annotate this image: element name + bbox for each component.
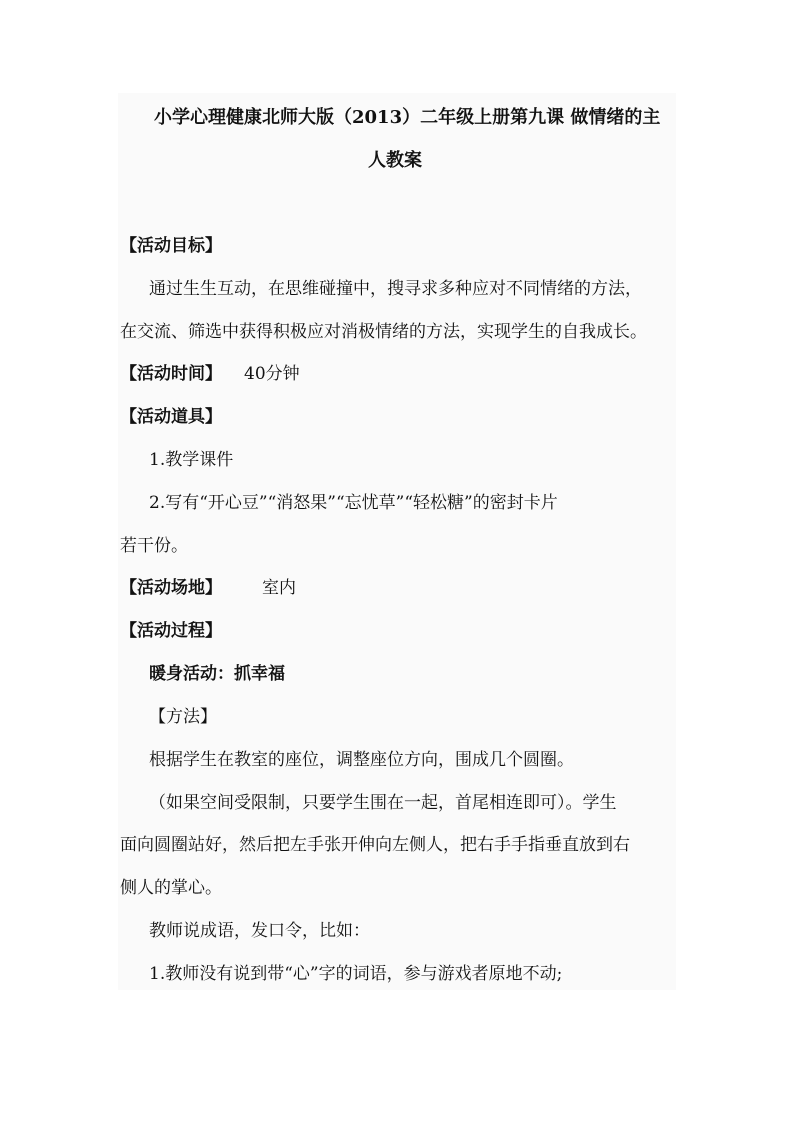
venue-row (120, 576, 296, 600)
method-line4: 侧人的掌心。 (120, 878, 222, 898)
teacher-line: 教师说成语，发口令，比如： (149, 921, 370, 941)
method-line3: 面向圆圈站好，然后把左手张开伸向左侧人，把右手手指垂直放到右 (120, 835, 630, 855)
time-value: 40分钟 (244, 364, 300, 384)
props-item2-line2: 若干份。 (120, 536, 188, 556)
venue-value: 室内 (262, 578, 296, 598)
warmup-title: 暖身活动：抓幸福 (149, 664, 285, 684)
props-heading: 【活动道具】 (120, 407, 222, 427)
document-title-line1: 小学心理健康北师大版（2013）二年级上册第九课 做情绪的主 (154, 107, 661, 128)
time-row (120, 362, 300, 386)
props-item2-line1: 2.写有“开心豆”“消怒果”“忘忧草”“轻松糖”的密封卡片 (149, 493, 558, 513)
method-line2: （如果空间受限制，只要学生围在一起，首尾相连即可）。学生 (149, 793, 617, 813)
document-title-line2: 人教案 (368, 150, 422, 171)
goal-text-line2: 在交流、筛选中获得积极应对消极情绪的方法，实现学生的自我成长。 (120, 322, 647, 342)
props-item1: 1.教学课件 (149, 450, 234, 470)
time-heading: 【活动时间】 (120, 364, 222, 384)
venue-heading: 【活动场地】 (120, 578, 222, 598)
goal-heading: 【活动目标】 (120, 236, 222, 256)
method-heading: 【方法】 (149, 707, 217, 727)
goal-text-line1: 通过生生互动，在思维碰撞中，搜寻求多种应对不同情绪的方法， (149, 279, 642, 299)
method-line1: 根据学生在教室的座位，调整座位方向，围成几个圆圈。 (149, 750, 574, 770)
process-heading: 【活动过程】 (120, 621, 222, 641)
rule-line1: 1.教师没有说到带“心”字的词语，参与游戏者原地不动; (149, 964, 563, 984)
